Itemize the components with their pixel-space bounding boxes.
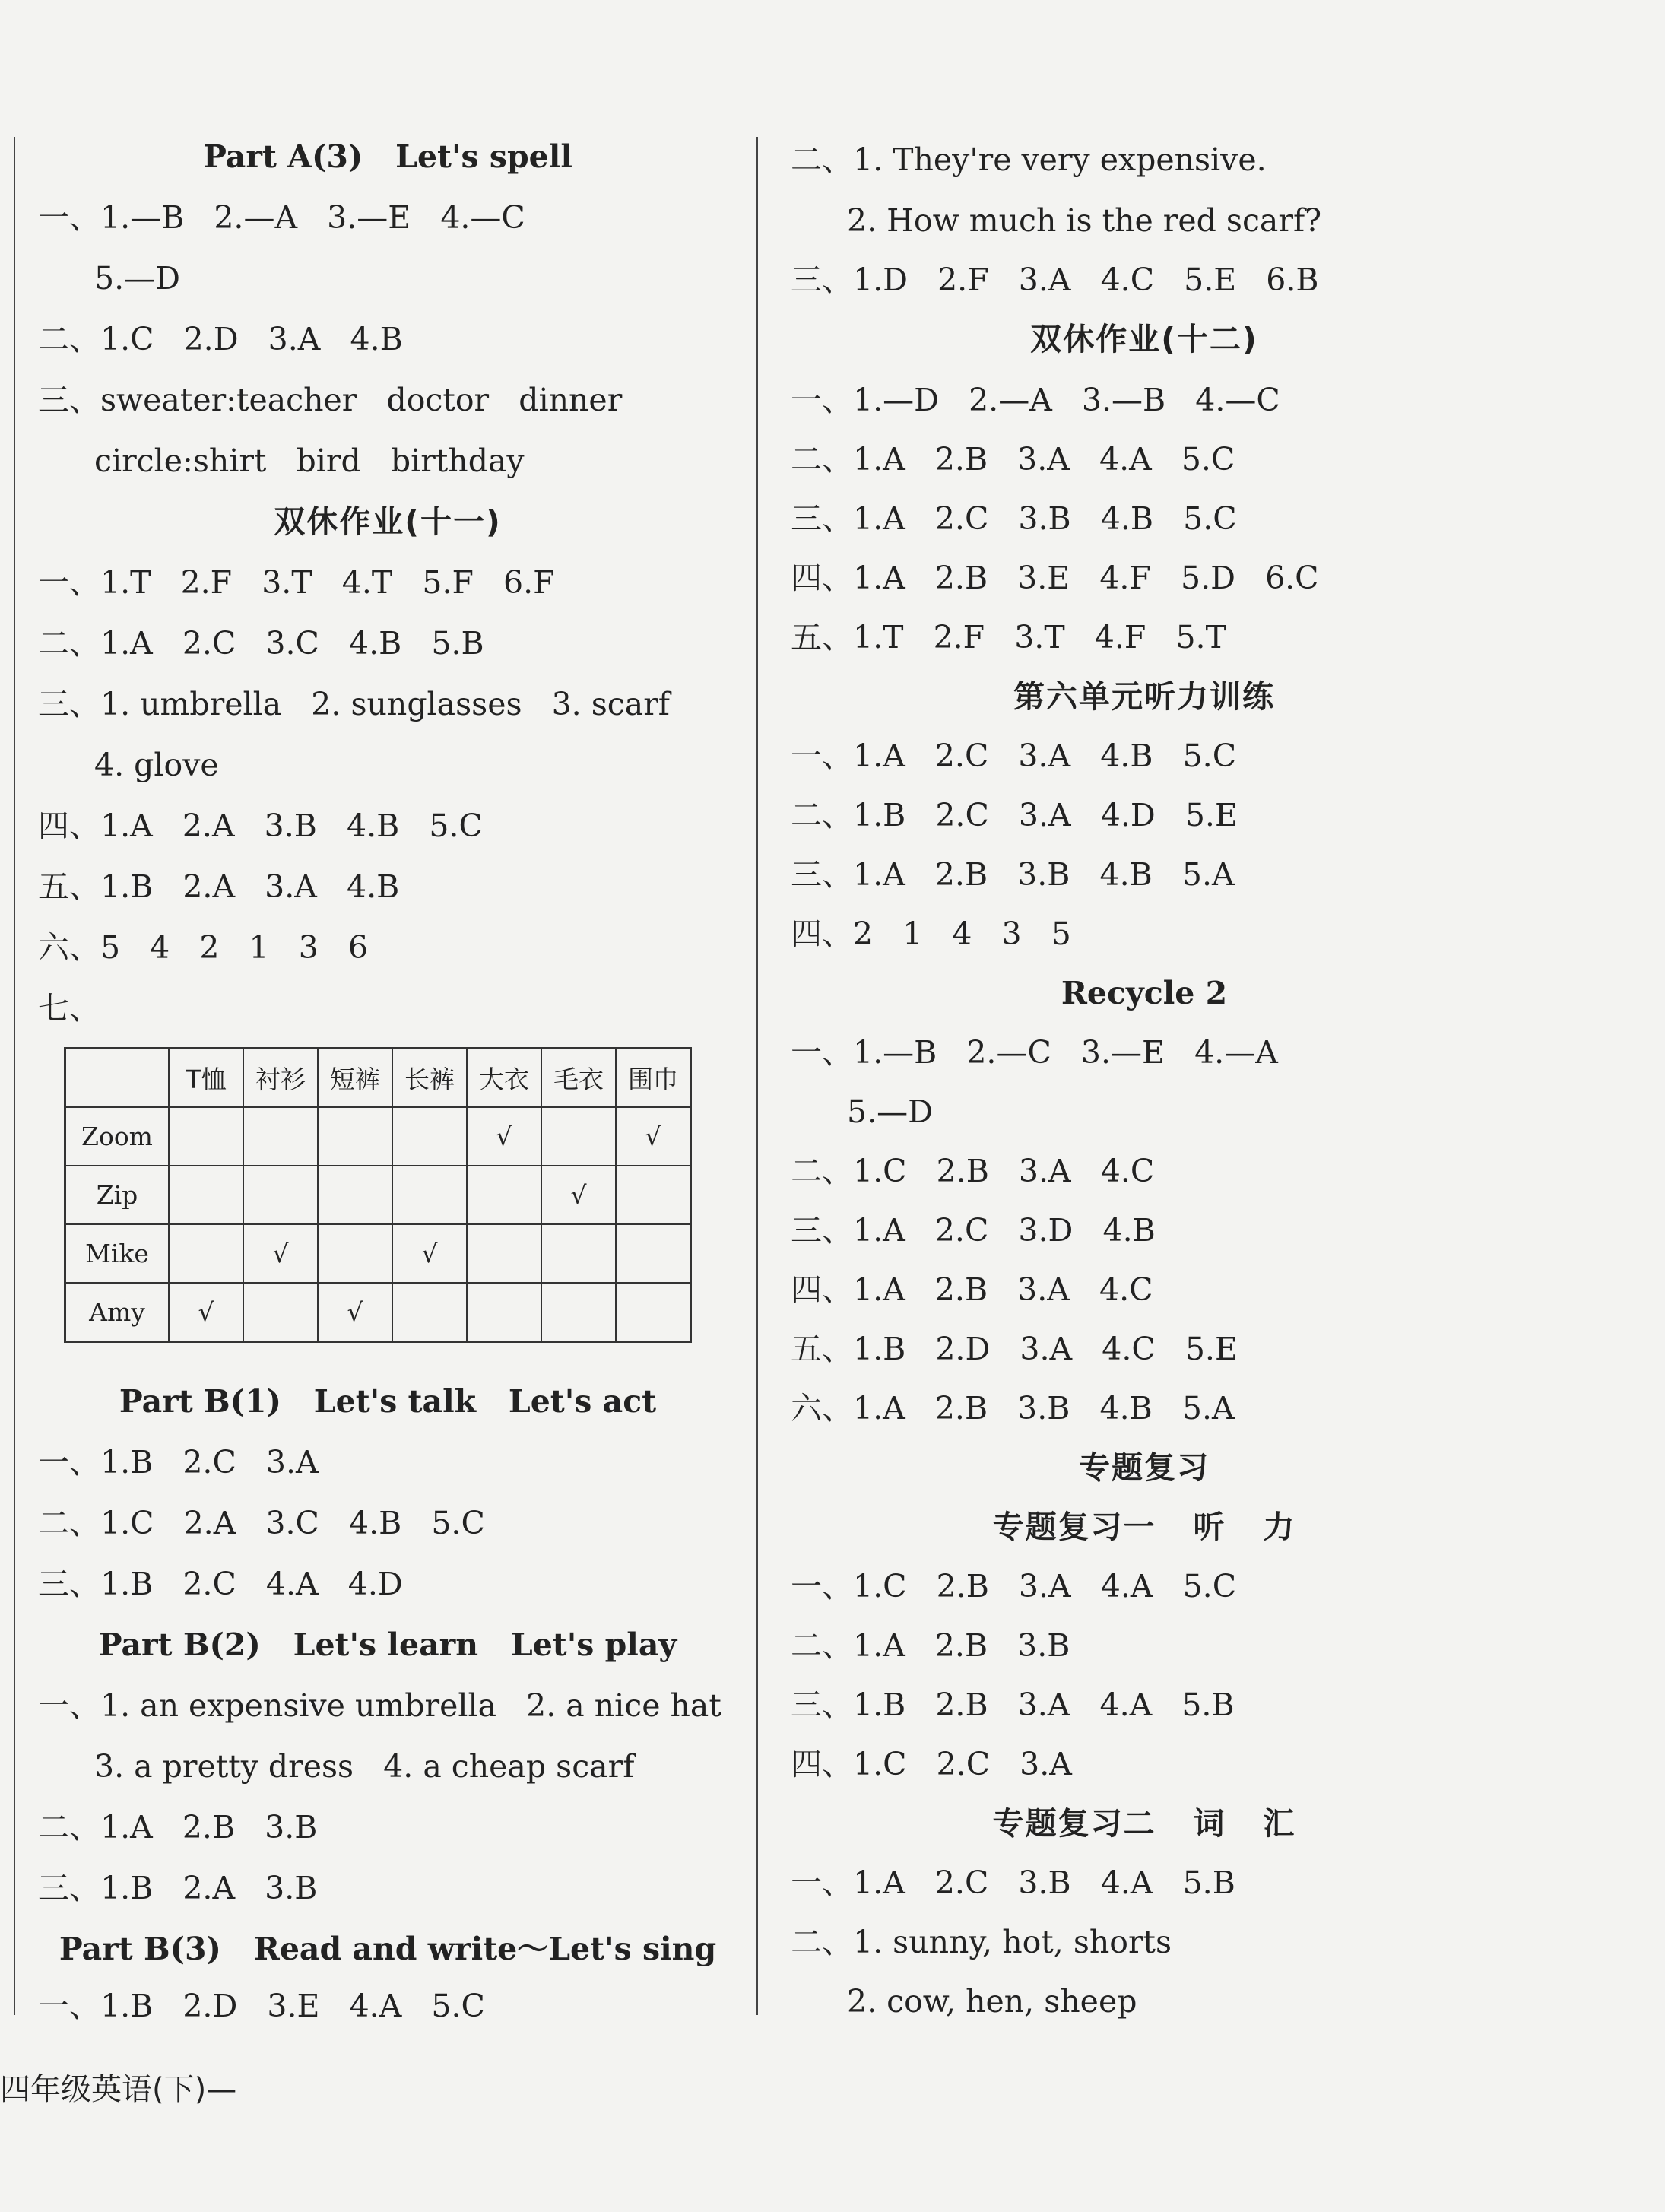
table-cell (243, 1166, 318, 1224)
table-cell (169, 1107, 243, 1166)
answer-line: 一、1.—D 2.—A 3.—B 4.—C (791, 382, 1280, 418)
answer-line: 二、1.B 2.C 3.A 4.D 5.E (791, 797, 1238, 833)
answer-line: 3. a pretty dress 4. a cheap scarf (94, 1748, 635, 1785)
answer-line: 一、1.B 2.D 3.E 4.A 5.C (38, 1988, 485, 2024)
table-cell (318, 1166, 392, 1224)
answer-line: 五、1.B 2.A 3.A 4.B (38, 868, 400, 905)
table-header-cell: T恤 (169, 1049, 243, 1108)
table-header-cell: 毛衣 (541, 1049, 616, 1108)
answer-line: 一、1.B 2.C 3.A (38, 1444, 319, 1480)
answer-line: 二、1. They're very expensive. (791, 141, 1267, 178)
table-header-cell: 围巾 (616, 1049, 691, 1108)
answer-line: 2. How much is the red scarf? (847, 202, 1322, 239)
answer-line: 三、1.A 2.C 3.D 4.B (791, 1212, 1156, 1249)
answer-line: 二、1.C 2.A 3.C 4.B 5.C (38, 1505, 485, 1541)
section-heading: Part B(3) Read and write～Let's sing (59, 1931, 717, 1967)
table-row (65, 1107, 691, 1166)
table-cell: Mike (65, 1224, 170, 1283)
table-cell: √ (169, 1283, 243, 1342)
section-heading: 第六单元听力训练 (1013, 678, 1275, 715)
answer-line: 三、1.A 2.C 3.B 4.B 5.C (791, 500, 1237, 537)
answer-line: 五、1.B 2.D 3.A 4.C 5.E (791, 1331, 1238, 1367)
answer-line: 四、1.A 2.B 3.E 4.F 5.D 6.C (791, 560, 1319, 596)
answer-line: 四、1.C 2.C 3.A (791, 1746, 1072, 1782)
answer-line: 二、1.A 2.B 3.B (791, 1627, 1070, 1664)
answer-line: 七、 (38, 990, 100, 1027)
answer-line: 五、1.T 2.F 3.T 4.F 5.T (791, 619, 1226, 655)
answer-line: 三、1.A 2.B 3.B 4.B 5.A (791, 856, 1235, 893)
table-cell (541, 1283, 616, 1342)
section-heading: Part B(2) Let's learn Let's play (98, 1626, 677, 1663)
table-cell (392, 1107, 467, 1166)
answer-line: 三、1.D 2.F 3.A 4.C 5.E 6.B (791, 262, 1319, 298)
table-cell (392, 1283, 467, 1342)
answer-line: 4. glove (94, 747, 219, 783)
section-heading: Part A(3) Let's spell (203, 138, 572, 175)
answer-line: 三、1.B 2.B 3.A 4.A 5.B (791, 1687, 1235, 1723)
table-cell: √ (616, 1107, 691, 1166)
answer-line: 一、1.A 2.C 3.B 4.A 5.B (791, 1864, 1235, 1901)
answer-line: 二、1.A 2.C 3.C 4.B 5.B (38, 625, 484, 662)
page-footer: 四年级英语(下)— (0, 2072, 237, 2107)
table-header-cell: 衬衫 (243, 1049, 318, 1108)
answer-line: 三、1. umbrella 2. sunglasses 3. scarf (38, 686, 670, 722)
table-cell: √ (541, 1166, 616, 1224)
table-header-row (65, 1049, 691, 1108)
section-heading: Recycle 2 (1061, 975, 1228, 1011)
answer-line: 四、1.A 2.A 3.B 4.B 5.C (38, 808, 483, 844)
answer-line: 二、1.C 2.B 3.A 4.C (791, 1153, 1155, 1189)
table-cell: √ (392, 1224, 467, 1283)
table-cell: Zip (65, 1166, 170, 1224)
answer-line: 三、1.B 2.A 3.B (38, 1870, 318, 1906)
answer-line: 四、2 1 4 3 5 (791, 916, 1071, 952)
section-heading: 专题复习二 词 汇 (992, 1805, 1296, 1842)
clothing-table (64, 1047, 692, 1343)
table-cell (541, 1224, 616, 1283)
table-cell (392, 1166, 467, 1224)
answer-line: 二、1.A 2.B 3.A 4.A 5.C (791, 441, 1235, 478)
answer-line: 2. cow, hen, sheep (847, 1983, 1137, 2020)
answer-line: 一、1.A 2.C 3.A 4.B 5.C (791, 738, 1237, 774)
table-row (65, 1283, 691, 1342)
table-header-cell: 短裤 (318, 1049, 392, 1108)
answer-line: circle:shirt bird birthday (94, 443, 525, 479)
section-heading: 双休作业(十二) (1030, 321, 1258, 357)
table-cell (616, 1283, 691, 1342)
table-header-cell: 大衣 (467, 1049, 541, 1108)
answer-line: 三、1.B 2.C 4.A 4.D (38, 1566, 403, 1602)
answer-line: 一、1. an expensive umbrella 2. a nice hat (38, 1687, 722, 1724)
table-header-cell (65, 1049, 170, 1108)
section-heading: 专题复习 (1079, 1449, 1210, 1486)
answer-line: 一、1.—B 2.—A 3.—E 4.—C (38, 199, 525, 236)
answer-line: 二、1.C 2.D 3.A 4.B (38, 321, 403, 357)
table-cell (318, 1224, 392, 1283)
answer-line: 三、sweater:teacher doctor dinner (38, 382, 623, 418)
answer-line: 二、1. sunny, hot, shorts (791, 1924, 1172, 1960)
answer-line: 一、1.T 2.F 3.T 4.T 5.F 6.F (38, 564, 555, 601)
table-cell (467, 1283, 541, 1342)
table-cell (243, 1283, 318, 1342)
table-cell (467, 1224, 541, 1283)
table-row (65, 1166, 691, 1224)
section-heading: 专题复习一 听 力 (992, 1509, 1296, 1545)
table-cell (169, 1166, 243, 1224)
table-cell (616, 1224, 691, 1283)
table-cell (541, 1107, 616, 1166)
table-cell: Zoom (65, 1107, 170, 1166)
answer-line: 5.—D (94, 260, 180, 297)
section-heading: 双休作业(十一) (274, 503, 502, 540)
table-cell (243, 1107, 318, 1166)
column-divider (756, 137, 758, 2015)
table-cell: Amy (65, 1283, 170, 1342)
table-row (65, 1224, 691, 1283)
section-heading: Part B(1) Let's talk Let's act (119, 1383, 657, 1420)
table-cell (169, 1224, 243, 1283)
answer-line: 一、1.—B 2.—C 3.—E 4.—A (791, 1034, 1278, 1071)
table-cell (467, 1166, 541, 1224)
table-cell: √ (467, 1107, 541, 1166)
answer-line: 一、1.C 2.B 3.A 4.A 5.C (791, 1568, 1237, 1604)
table-cell: √ (318, 1283, 392, 1342)
table-cell: √ (243, 1224, 318, 1283)
table-header-cell: 长裤 (392, 1049, 467, 1108)
table-cell (616, 1166, 691, 1224)
answer-line: 四、1.A 2.B 3.A 4.C (791, 1271, 1153, 1308)
answer-line: 二、1.A 2.B 3.B (38, 1809, 318, 1845)
answer-line: 六、5 4 2 1 3 6 (38, 929, 369, 966)
answer-line: 六、1.A 2.B 3.B 4.B 5.A (791, 1390, 1235, 1427)
answer-line: 5.—D (847, 1093, 933, 1130)
table-cell (318, 1107, 392, 1166)
left-margin-rule (14, 137, 15, 2015)
